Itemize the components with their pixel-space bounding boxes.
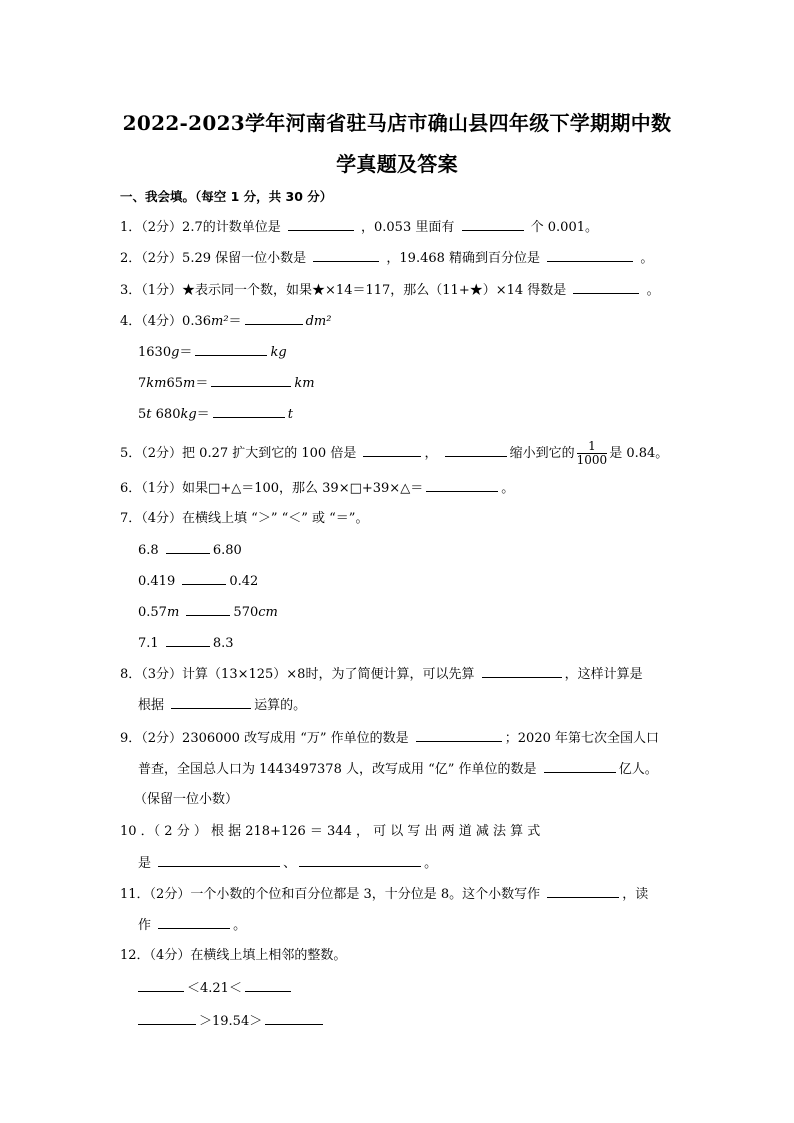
- question-5: 5．（2分）把 0.27 扩大到它的 100 倍是 ， 缩小到它的 $\frac{1}{1000}$ 是 0.84。: [120, 439, 669, 467]
- doc-title-line-2: 学真题及答案: [336, 152, 458, 176]
- question-7-row-3: 0.57m 570cm: [138, 605, 278, 620]
- answer-blank[interactable]: [138, 1012, 196, 1025]
- question-12-row-2: ＞19.54＞: [138, 1012, 326, 1031]
- question-7-row-1: 6.8 6.80: [138, 543, 242, 558]
- answer-blank[interactable]: [211, 374, 291, 387]
- answer-blank[interactable]: [158, 854, 280, 867]
- question-1: 1．（2分）2.7的计数单位是 ，0.053 里面有 个 0.001。: [120, 220, 598, 235]
- question-7-row-2: 0.419 0.42: [138, 574, 259, 589]
- answer-blank[interactable]: [363, 444, 421, 457]
- answer-blank[interactable]: [416, 729, 502, 742]
- question-4-row-3: 7km65m＝ km: [138, 376, 315, 391]
- question-4-row-4: 5t 680kg＝ t: [138, 407, 293, 422]
- question-9: 9．（2分）2306000 改写成用 “万” 作单位的数是 ；2020 年第七次全国人口: [120, 731, 659, 746]
- question-7: 7．（4分）在横线上填 “＞” “＜” 或 “＝”。: [120, 511, 369, 526]
- answer-blank[interactable]: [158, 916, 230, 929]
- answer-blank[interactable]: [195, 343, 267, 356]
- answer-blank[interactable]: [166, 634, 210, 647]
- answer-blank[interactable]: [166, 541, 210, 554]
- question-7-row-4: 7.1 8.3: [138, 636, 234, 651]
- answer-blank[interactable]: [245, 979, 291, 992]
- section-heading: 一、我会填。（每空 1 分，共 30 分）: [120, 189, 333, 204]
- question-9-note: （保留一位小数）: [134, 792, 239, 807]
- answer-blank[interactable]: [265, 1012, 323, 1025]
- answer-blank[interactable]: [313, 249, 379, 262]
- answer-blank[interactable]: [462, 218, 524, 231]
- question-8: 8．（3分）计算（13×125）×8时，为了简便计算，可以先算 ，这样计算是: [120, 667, 643, 682]
- answer-blank[interactable]: [445, 444, 507, 457]
- answer-blank[interactable]: [288, 218, 354, 231]
- question-11: 11．（2分）一个小数的个位和百分位都是 3，十分位是 8。这个小数写作 ，读: [120, 887, 649, 902]
- question-11-cont: 作 。: [138, 918, 247, 933]
- fraction-one-thousandth: $\frac{1}{1000}$: [576, 439, 608, 467]
- question-4: 4．（4分）0.36m²＝ dm²: [120, 314, 332, 329]
- answer-blank[interactable]: [482, 665, 562, 678]
- answer-blank[interactable]: [299, 854, 421, 867]
- answer-blank[interactable]: [182, 572, 226, 585]
- answer-blank[interactable]: [138, 979, 184, 992]
- answer-blank[interactable]: [544, 760, 616, 773]
- question-9-cont: 普查，全国总人口为 1443497378 人，改写成用 “亿” 作单位的数是 亿人。: [138, 762, 658, 777]
- answer-blank[interactable]: [547, 885, 619, 898]
- question-4-row-2: 1630g＝ kg: [138, 345, 287, 360]
- question-12: 12．（4分）在横线上填上相邻的整数。: [120, 948, 347, 963]
- answer-blank[interactable]: [186, 603, 230, 616]
- question-10-cont: 是 、 。: [138, 856, 438, 871]
- answer-blank[interactable]: [171, 696, 251, 709]
- answer-blank[interactable]: [426, 479, 498, 492]
- doc-title-line-1: 2022-2023学年河南省驻马店市确山县四年级下学期期中数: [122, 111, 672, 135]
- question-3: 3．（1分）★表示同一个数，如果★×14＝117，那么（11+★）×14 得数是 。: [120, 283, 660, 298]
- answer-blank[interactable]: [245, 312, 303, 325]
- answer-blank[interactable]: [213, 405, 285, 418]
- question-10: 10 ．（ 2 分 ） 根 据 218+126 ＝ 344 ， 可 以 写 出 两 道 减 法 算 式: [120, 824, 541, 839]
- question-8-cont: 根据 运算的。: [138, 698, 307, 713]
- question-6: 6．（1分）如果□+△＝100，那么 39×□+39×△＝ 。: [120, 481, 515, 496]
- question-2: 2．（2分）5.29 保留一位小数是 ，19.468 精确到百分位是 。: [120, 251, 654, 266]
- answer-blank[interactable]: [547, 249, 633, 262]
- answer-blank[interactable]: [573, 281, 639, 294]
- question-12-row-1: ＜4.21＜: [138, 979, 294, 998]
